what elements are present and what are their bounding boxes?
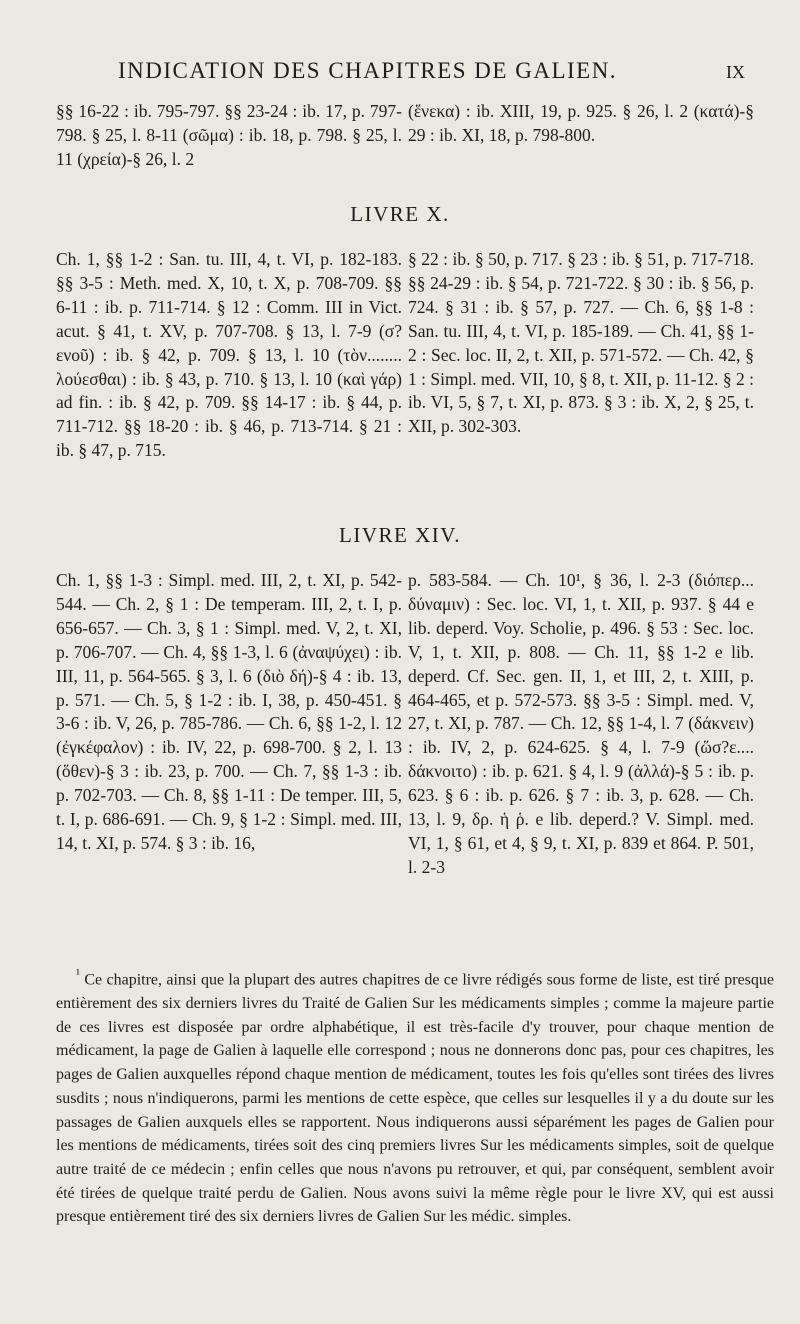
livre-x-right-text: § 22 : ib. § 50, p. 717. § 23 : ib. § 51, p. 717-718. §§ 24-29 : ib. § 54, p. 721-722. § 30 : ib. § 56, p. 724. § 31 : ib. § 57, p. 727. — Ch. 6, §§ 1-8 : San. tu. III, 4, t. VI, p. 185-189. — Ch. 41, §§ 1-2 : Sec. loc. II, 2, t. XII, p. 571-572. — Ch. 42, § 1 : Simpl. med. VII, 10, § 8, t. XII, p. 11-12. § 2 : ib. VI, 5, § 7, t. XI, p. 873. § 3 : ib. X, 2, § 25, t. XII, p. 302-303.	[408, 249, 754, 437]
livre-x-heading: LIVRE X.	[350, 202, 450, 226]
footnote	[56, 962, 774, 1229]
livre-xiv-left-column	[56, 569, 402, 856]
livre-x-left-text: Ch. 1, §§ 1-2 : San. tu. III, 4, t. VI, p. 182-183. §§ 3-5 : Meth. med. X, 10, t. X, p. 708-709. §§ 6-11 : ib. p. 711-714. § 12 : Comm. III in Vict. acut. § 41, t. XV, p. 707-708. § 13, l. 7-9 (σ?ενοῦ) : ib. § 42, p. 709. § 13, l. 10 (τὸν........ λούεσθαι) : ib. § 43, p. 710. § 13, l. 10 (καὶ γάρ) ad fin. : ib. § 42, p. 709. §§ 14-17 : ib. § 44, p. 711-712. §§ 18-20 : ib. § 46, p. 713-714. § 21 : ib. § 47, p. 715.	[56, 249, 402, 461]
running-head	[0, 58, 800, 88]
footnote-text: Ce chapitre, ainsi que la plupart des autres chapitres de ce livre rédigés sous forme de liste, est tiré presque entièrement des six derniers livres du Traité de Galien Sur les médicaments simples ; comme la majeure partie de ces livres est disposée par ordre alphabétique, il est très-facile d'y trouver, pour chaque mention de médicament, la page de Galien à laquelle elle correspond ; nous ne donnerons donc pas, pour ces chapitres, les pages de Galien auxquelles répond chaque mention de médicament, toutes les fois qu'elles sont tirées des livres susdits ; nous n'indiquerons, parmi les mentions de cette espèce, que celles sur lesquelles il y a du doute sur les passages de Galien auxquels elles se rapportent. Nous indiquerons aussi séparément les pages de Galien pour les mentions de médicaments, tirées soit des cinq premiers livres Sur les médicaments simples, soit de quelque autre traité de ce médecin ; enfin celles que nous n'avons pu retrouver, et qui, par conséquent, semblent avoir été tirées de quelque traité perdu de Galien. Nous avons suivi la même règle pour le livre XV, qui est aussi presque entièrement tiré des six derniers livres de Galien Sur les médic. simples.	[56, 971, 774, 1226]
livre-xiv-right-column	[408, 569, 754, 880]
page-number: IX	[726, 62, 745, 82]
livre-x-right-column	[408, 248, 754, 439]
footnote-marker: ¹	[76, 966, 80, 981]
continuation-left-text: §§ 16-22 : ib. 795-797. §§ 23-24 : ib. 17, p. 797-798. § 25, l. 8-11 (σῶμα) : ib. 18, p. 798. § 25, l. 11 (χρεία)-§ 26, l. 2	[56, 101, 402, 169]
continuation-right-text: (ἕνεκα) : ib. XIII, 19, p. 925. § 26, l. 2 (κατά)-§ 29 : ib. XI, 18, p. 798-800.	[408, 101, 754, 145]
footnote-paragraph	[56, 962, 774, 1229]
livre-xiv-right-text: p. 583-584. — Ch. 10¹, § 36, l. 2-3 (διόπερ... δύναμιν) : Sec. loc. VI, 1, t. XII, p. 937. § 44 e lib. deperd. Voy. Scholie, p. 496. § 53 : Sec. loc. V, 1, t. XII, p. 808. — Ch. 11, §§ 1-2 e lib. deperd. Cf. Sec. gen. II, 1, et III, 2, t. XIII, p. 464-465, et p. 572-573. §§ 3-5 : Simpl. med. V, 27, t. XI, p. 787. — Ch. 12, §§ 1-4, l. 7 (δάκνειν) : ib. IV, 2, p. 624-625. § 4, l. 7-9 (ὥσ?ε.... δάκνοιτο) : ib. p. 621. § 4, l. 9 (ἀλλά)-§ 5 : ib. p. 623. § 6 : ib. p. 626. § 7 : ib. 3, p. 628. — Ch. 13, l. 9, δρ. ἡ ῥ. e lib. deperd.? V. Simpl. med. VI, 1, § 61, et 4, § 9, t. XI, p. 839 et 864. P. 501, l. 2-3	[408, 570, 754, 877]
continuation-right-column	[408, 100, 754, 148]
livre-x-left-column	[56, 248, 402, 463]
running-title: INDICATION DES CHAPITRES DE GALIEN.	[118, 58, 618, 83]
livre-xiv-left-text: Ch. 1, §§ 1-3 : Simpl. med. III, 2, t. XI, p. 542-544. — Ch. 2, § 1 : De temperam. III, 2, t. I, p. 656-657. — Ch. 3, § 1 : Simpl. med. V, 2, t. XI, p. 706-707. — Ch. 4, §§ 1-3, l. 6 (ἀναψύχει) : ib. III, 11, p. 564-565. § 3, l. 6 (διὸ δή)-§ 4 : ib. 13, p. 571. — Ch. 5, § 1-2 : ib. I, 38, p. 450-451. § 3-6 : ib. V, 26, p. 785-786. — Ch. 6, §§ 1-2, l. 12 (ἐγκέφαλον) : ib. IV, 22, p. 698-700. § 2, l. 13 (ὅθεν)-§ 3 : ib. 23, p. 700. — Ch. 7, §§ 1-3 : ib. p. 702-703. — Ch. 8, §§ 1-11 : De temper. III, 5, t. I, p. 686-691. — Ch. 9, § 1-2 : Simpl. med. III, 14, t. XI, p. 574. § 3 : ib. 16,	[56, 570, 402, 853]
continuation-left-column	[56, 100, 402, 172]
livre-xiv-heading: LIVRE XIV.	[339, 523, 461, 547]
